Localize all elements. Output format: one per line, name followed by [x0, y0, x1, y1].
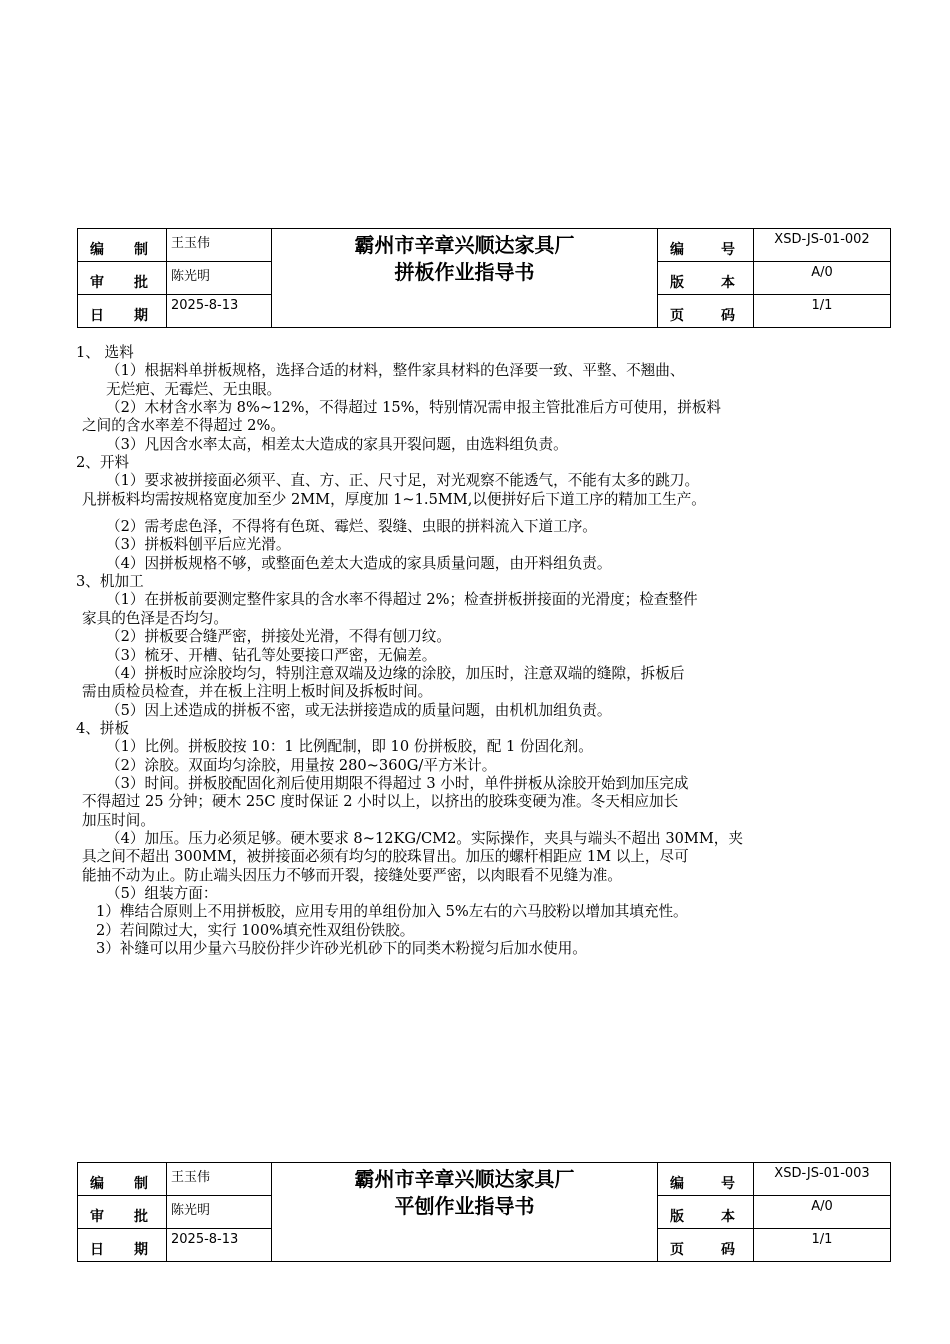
paragraph-line: （3）梳牙、开槽、钻孔等处要接口严密，无偏差。 — [106, 646, 437, 664]
doc-title: 平刨作业指导书 — [394, 1194, 535, 1218]
title-cell — [272, 1163, 658, 1262]
company-name: 霸州市辛章兴顺达家具厂 — [354, 233, 575, 257]
paragraph-line: 之间的含水率差不得超过 2%。 — [82, 417, 285, 435]
paragraph-line: （3）凡因含水率太高，相差太大造成的家具开裂问题，由选料组负责。 — [106, 435, 568, 453]
paragraph-line: 不得超过 25 分钟；硬木 25C 度时保证 2 小时以上，以挤出的胶珠变硬为准。冬天相应加长 — [82, 793, 679, 811]
paragraph-line: 加压时间。 — [82, 811, 155, 829]
label-page: 页 码 — [658, 295, 754, 328]
paragraph-line: 无烂疤、无霉烂、无虫眼。 — [106, 380, 282, 398]
label-approved: 审 批 — [78, 262, 167, 295]
value-compiled: 王玉伟 — [167, 229, 272, 262]
paragraph-line: （1）根据料单拼板规格，选择合适的材料，整件家具材料的色泽要一致、平整、不翘曲、 — [106, 362, 685, 380]
header-table-top — [77, 228, 891, 328]
paragraph-line: （1）比例。拼板胶按 10：1 比例配制，即 10 份拼板胶，配 1 份固化剂。 — [106, 738, 593, 756]
paragraph-line: （1）要求被拼接面必须平、直、方、正、尺寸足，对光观察不能透气，不能有太多的跳刀。 — [106, 472, 700, 490]
value-approved: 陈光明 — [167, 1196, 272, 1229]
paragraph-line: （4）加压。压力必须足够。硬木要求 8~12KG/CM2。实际操作，夹具与端头不超出 30MM，夹 — [106, 829, 743, 847]
header-table-bottom — [77, 1162, 891, 1262]
value-date: 2025-8-13 — [167, 295, 272, 328]
paragraph-line: （2）木材含水率为 8%~12%，不得超过 15%，特别情况需申报主管批准后方可使用，拼板料 — [106, 399, 722, 417]
paragraph-line: （3）时间。拼板胶配固化剂后使用期限不得超过 3 小时，单件拼板从涂胶开始到加压完成 — [106, 774, 689, 792]
instruction-body — [76, 344, 876, 958]
value-number: XSD-JS-01-003 — [754, 1163, 891, 1196]
label-number: 编 号 — [658, 1163, 754, 1196]
company-name: 霸州市辛章兴顺达家具厂 — [354, 1167, 575, 1191]
doc-title: 拼板作业指导书 — [394, 260, 535, 284]
label-approved: 审 批 — [78, 1196, 167, 1229]
paragraph-line: （4）因拼板规格不够，或整面色差太大造成的家具质量问题，由开料组负责。 — [106, 554, 612, 572]
label-compiled: 编 制 — [78, 1163, 167, 1196]
value-version: A/0 — [754, 262, 891, 295]
value-page: 1/1 — [754, 1229, 891, 1262]
section-heading: 3、机加工 — [76, 573, 144, 591]
value-page: 1/1 — [754, 295, 891, 328]
label-page: 页 码 — [658, 1229, 754, 1262]
paragraph-line: （5）因上述造成的拼板不密，或无法拼接造成的质量问题，由机机加组负责。 — [106, 701, 612, 719]
label-compiled: 编 制 — [78, 229, 167, 262]
paragraph-line: （1）在拼板前要测定整件家具的含水率不得超过 2%；检查拼板拼接面的光滑度；检查整件 — [106, 591, 698, 609]
paragraph-line: 需由质检员检查，并在板上注明上板时间及拆板时间。 — [82, 683, 433, 701]
section-heading: 1、 选料 — [76, 344, 134, 361]
paragraph-line: 凡拼板料均需按规格宽度加至少 2MM，厚度加 1~1.5MM,以便拼好后下道工序的精加工生产。 — [82, 490, 706, 508]
paragraph-line: （2）需考虑色泽，不得将有色斑、霉烂、裂缝、虫眼的拼料流入下道工序。 — [106, 518, 597, 536]
section-heading: 2、开料 — [76, 454, 130, 472]
paragraph-line: （5）组装方面： — [106, 884, 218, 902]
paragraph-line: 3）补缝可以用少量六马胶份拌少许砂光机砂下的同类木粉搅匀后加水使用。 — [96, 940, 587, 957]
value-compiled: 王玉伟 — [167, 1163, 272, 1196]
value-date: 2025-8-13 — [167, 1229, 272, 1262]
label-number: 编 号 — [658, 229, 754, 262]
label-date: 日 期 — [78, 1229, 167, 1262]
label-date: 日 期 — [78, 295, 167, 328]
paragraph-line: 能抽不动为止。防止端头因压力不够而开裂，接缝处要严密，以肉眼看不见缝为准。 — [82, 866, 622, 884]
paragraph-line: 具之间不超出 300MM，被拼接面必须有均匀的胶珠冒出。加压的螺杆相距应 1M 以上，尽可 — [82, 848, 689, 866]
label-version: 版 本 — [658, 1196, 754, 1229]
label-version: 版 本 — [658, 262, 754, 295]
value-number: XSD-JS-01-002 — [754, 229, 891, 262]
paragraph-line: （2）拼板要合缝严密，拼接处光滑，不得有刨刀纹。 — [106, 628, 451, 646]
paragraph-line: （4）拼板时应涂胶均匀，特别注意双端及边缘的涂胶，加压时，注意双端的缝隙，拆板后 — [106, 664, 685, 682]
paragraph-line: 2）若间隙过大，实行 100%填充性双组份铁胶。 — [96, 921, 415, 939]
section-heading: 4、拼板 — [76, 719, 130, 737]
paragraph-line: 家具的色泽是否均匀。 — [82, 609, 228, 627]
paragraph-line: （3）拼板料刨平后应光滑。 — [106, 536, 291, 554]
value-approved: 陈光明 — [167, 262, 272, 295]
paragraph-line: （2）涂胶。双面均匀涂胶，用量按 280~360G/平方米计。 — [106, 756, 497, 774]
value-version: A/0 — [754, 1196, 891, 1229]
title-cell — [272, 229, 658, 328]
paragraph-line: 1）榫结合原则上不用拼板胶，应用专用的单组份加入 5%左右的六马胶粉以增加其填充性。 — [96, 903, 688, 921]
